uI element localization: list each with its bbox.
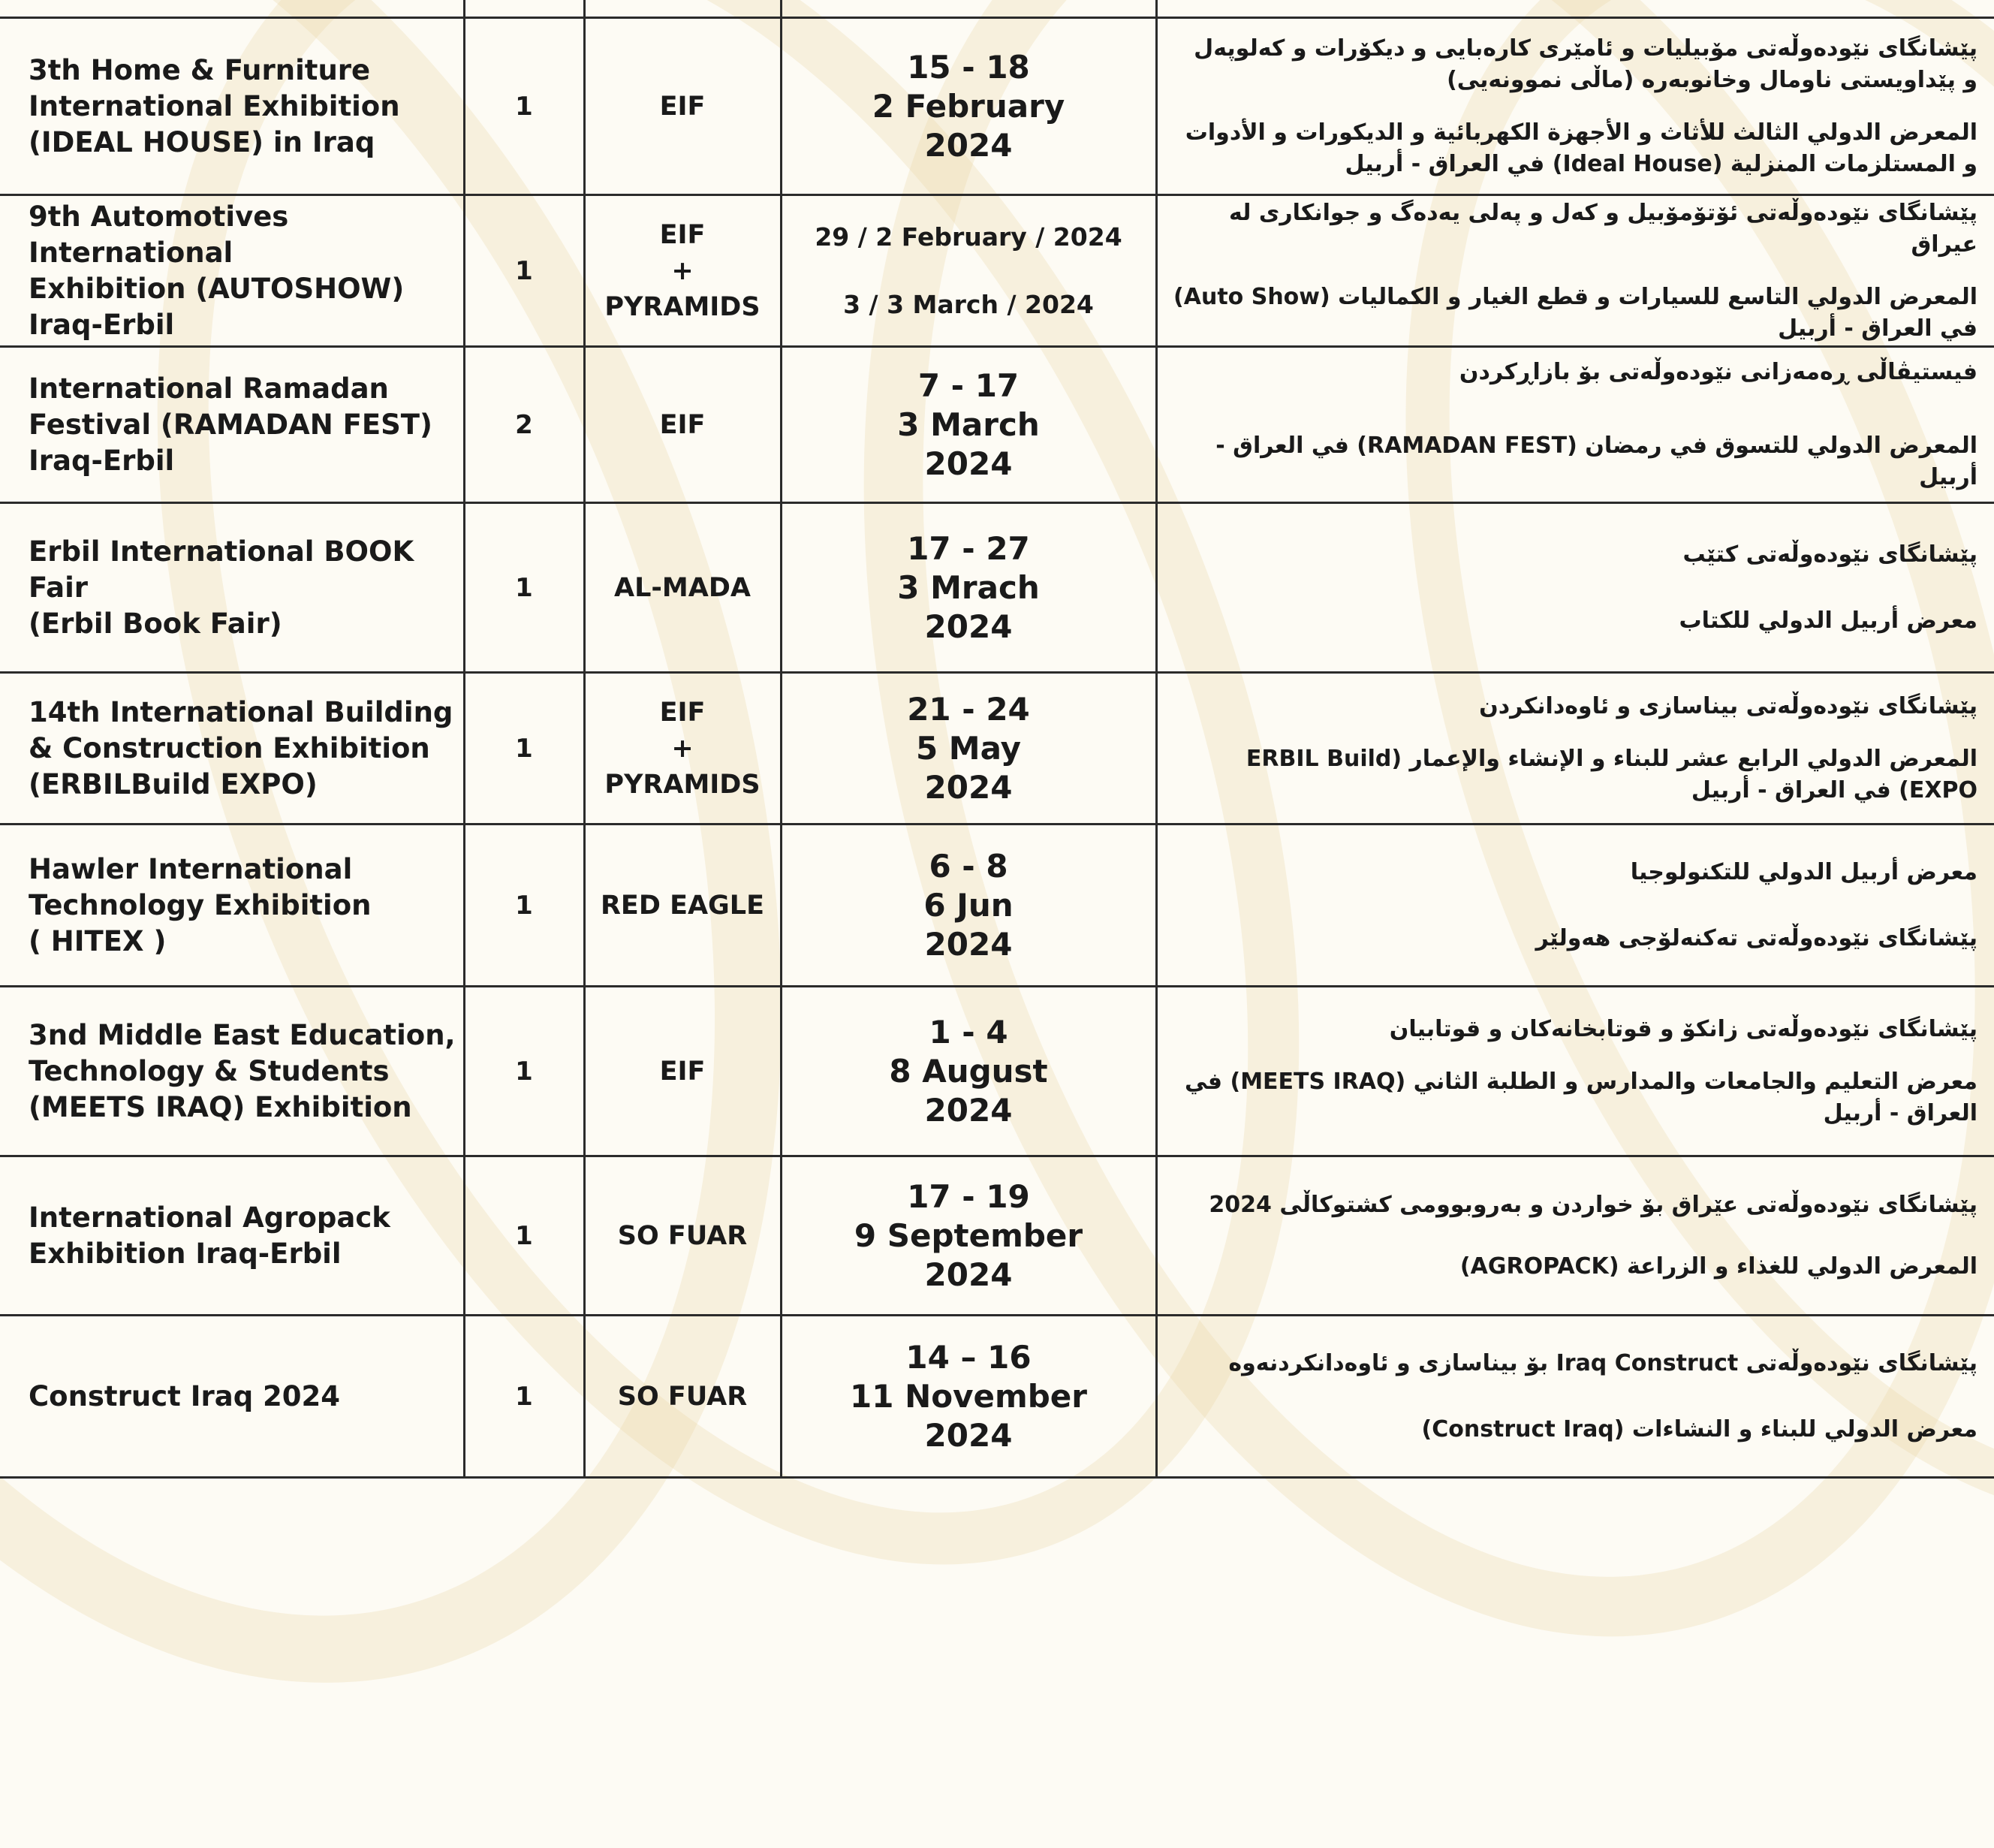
description bbox=[1156, 987, 1994, 1156]
date-year: 2024 bbox=[924, 1416, 1013, 1454]
exhibition-name: International Agropack Exhibition Iraq-Erbil bbox=[0, 1156, 464, 1316]
event-date bbox=[781, 825, 1156, 987]
table-row bbox=[0, 347, 1994, 503]
description bbox=[1156, 347, 1994, 503]
date-days: 14 – 16 bbox=[905, 1338, 1032, 1376]
date-year: 2024 bbox=[924, 445, 1013, 482]
arabic-description: معرض أربيل الدولي للتكنولوجيا bbox=[1630, 858, 1977, 885]
edition-number: 1 bbox=[464, 503, 584, 673]
organizer: RED EAGLE bbox=[584, 825, 781, 987]
exhibition-name: International Ramadan Festival (RAMADAN FEST) Iraq-Erbil bbox=[0, 347, 464, 503]
kurdish-description: پێشانگای نێودەوڵەتی مۆبیلیات و ئامێری کارەبایی و دیکۆرات و کەلوپەل و پێداویستی ناومال وخانوبەرە (ماڵی نموونەیی) bbox=[1194, 35, 1977, 93]
table-row bbox=[0, 195, 1994, 347]
description bbox=[1156, 1156, 1994, 1316]
table-row bbox=[0, 987, 1994, 1156]
date-year: 2024 bbox=[924, 1256, 1013, 1293]
exhibition-name: 3nd Middle East Education, Technology & Students (MEETS IRAQ) Exhibition bbox=[0, 987, 464, 1156]
date-days: 7 - 17 bbox=[917, 366, 1020, 404]
arabic-description: المعرض الدولي للتسوق في رمضان (RAMADAN FEST) في العراق - أربيل bbox=[1215, 432, 1977, 490]
date-year: 2024 bbox=[924, 126, 1013, 164]
table-row bbox=[0, 1156, 1994, 1316]
organizer: SO FUAR bbox=[584, 1156, 781, 1316]
organizer: AL-MADA bbox=[584, 503, 781, 673]
arabic-description: المعرض الدولي التاسع للسيارات و قطع الغيار و الكماليات (Auto Show) في العراق - أربيل bbox=[1173, 283, 1977, 342]
organizer: SO FUAR bbox=[584, 1316, 781, 1478]
edition-number: 2 bbox=[464, 347, 584, 503]
date-year: 2024 bbox=[924, 1091, 1013, 1129]
arabic-description: معرض الدولي للبناء و النشاءات (Construct Iraq) bbox=[1421, 1415, 1977, 1443]
description bbox=[1156, 825, 1994, 987]
exhibition-name: 14th International Building & Construction Exhibition (ERBILBuild EXPO) bbox=[0, 673, 464, 825]
table-row bbox=[0, 503, 1994, 673]
edition-number: 1 bbox=[464, 825, 584, 987]
date-end: 3 / 3 March / 2024 bbox=[843, 289, 1094, 319]
date-days: 17 - 27 bbox=[907, 529, 1030, 567]
date-year: 2024 bbox=[924, 607, 1013, 645]
arabic-description: معرض أربيل الدولي للكتاب bbox=[1679, 607, 1977, 634]
table-row bbox=[0, 825, 1994, 987]
date-month: 6 Jun bbox=[923, 886, 1014, 924]
description bbox=[1156, 18, 1994, 195]
date-year: 2024 bbox=[924, 925, 1013, 963]
date-month: 3 Mrach bbox=[897, 568, 1040, 606]
event-date bbox=[781, 673, 1156, 825]
date-month: 11 November bbox=[850, 1377, 1087, 1415]
organizer: EIF + PYRAMIDS bbox=[584, 673, 781, 825]
table-top-edge bbox=[0, 0, 1994, 18]
date-days: 1 - 4 bbox=[929, 1013, 1008, 1051]
kurdish-description: پێشانگای نێودەوڵەتی عێراق بۆ خواردن و بەروبوومی کشتوکاڵی 2024 bbox=[1209, 1191, 1977, 1218]
event-date bbox=[781, 503, 1156, 673]
exhibition-name: 3th Home & Furniture International Exhibition (IDEAL HOUSE) in Iraq bbox=[0, 18, 464, 195]
organizer: EIF bbox=[584, 987, 781, 1156]
arabic-description: المعرض الدولي للغذاء و الزراعة (AGROPACK) bbox=[1459, 1253, 1977, 1280]
event-date bbox=[781, 1316, 1156, 1478]
description bbox=[1156, 195, 1994, 347]
event-date bbox=[781, 347, 1156, 503]
date-days: 6 - 8 bbox=[929, 847, 1008, 885]
date-month: 8 August bbox=[889, 1052, 1048, 1090]
kurdish-description: پێشانگای نێودەوڵەتی بیناسازی و ئاوەدانکردن bbox=[1479, 692, 1977, 719]
table-row bbox=[0, 673, 1994, 825]
date-month: 5 May bbox=[915, 729, 1022, 767]
organizer: EIF bbox=[584, 18, 781, 195]
table-row bbox=[0, 1316, 1994, 1478]
kurdish-description: پێشانگای نێودەوڵەتی ئۆتۆمۆبیل و کەل و پەلی یەدەگ و جوانکاری لە عیراق bbox=[1228, 199, 1977, 258]
edition-number: 1 bbox=[464, 195, 584, 347]
arabic-description: معرض التعليم والجامعات والمدارس و الطلبة الثاني (MEETS IRAQ) في العراق - أربيل bbox=[1185, 1068, 1977, 1126]
exhibition-name: 9th Automotives International Exhibition (AUTOSHOW) Iraq-Erbil bbox=[0, 195, 464, 347]
exhibition-name: Hawler International Technology Exhibition ( HITEX ) bbox=[0, 825, 464, 987]
event-date bbox=[781, 195, 1156, 347]
description bbox=[1156, 1316, 1994, 1478]
edition-number: 1 bbox=[464, 1156, 584, 1316]
date-days: 21 - 24 bbox=[907, 690, 1030, 728]
organizer: EIF + PYRAMIDS bbox=[584, 195, 781, 347]
date-month: 2 February bbox=[872, 87, 1065, 125]
arabic-description: المعرض الدولي الثالث للأثاث و الأجهزة الكهربائية و الديكورات و الأدوات و المستلزمات المنزلية (Ideal House) في العراق - أربيل bbox=[1185, 119, 1977, 177]
description bbox=[1156, 503, 1994, 673]
date-days: 17 - 19 bbox=[907, 1177, 1030, 1215]
event-date bbox=[781, 18, 1156, 195]
exhibition-name: Erbil International BOOK Fair (Erbil Book Fair) bbox=[0, 503, 464, 673]
edition-number: 1 bbox=[464, 1316, 584, 1478]
kurdish-description: فیستیڤاڵی ڕەمەزانی نێودەوڵەتی بۆ بازاڕکردن bbox=[1459, 358, 1977, 385]
date-days: 15 - 18 bbox=[907, 48, 1030, 86]
event-date bbox=[781, 1156, 1156, 1316]
date-month: 3 March bbox=[897, 405, 1040, 443]
date-year: 2024 bbox=[924, 768, 1013, 806]
event-date bbox=[781, 987, 1156, 1156]
kurdish-description: پێشانگای نێودەوڵەتی زانکۆ و قوتابخانەکان و قوتابیان bbox=[1389, 1015, 1977, 1042]
description bbox=[1156, 673, 1994, 825]
exhibition-name: Construct Iraq 2024 bbox=[0, 1316, 464, 1478]
edition-number: 1 bbox=[464, 987, 584, 1156]
table-row bbox=[0, 18, 1994, 195]
date-month: 9 September bbox=[854, 1216, 1083, 1254]
kurdish-description: پێشانگای نێودەوڵەتی Iraq Construct بۆ بیناسازی و ئاوەدانکردنەوە bbox=[1228, 1349, 1977, 1376]
kurdish-description: پێشانگای نێودەوڵەتی کتێب bbox=[1682, 541, 1977, 568]
edition-number: 1 bbox=[464, 673, 584, 825]
arabic-description: المعرض الدولي الرابع عشر للبناء و الإنشاء والإعمار (ERBIL Build EXPO) في العراق - أربيل bbox=[1245, 745, 1977, 803]
date-start: 29 / 2 February / 2024 bbox=[815, 222, 1122, 252]
edition-number: 1 bbox=[464, 18, 584, 195]
organizer: EIF bbox=[584, 347, 781, 503]
kurdish-description: پێشانگای نێودەوڵەتی تەکنەلۆجی هەولێر bbox=[1535, 924, 1977, 951]
